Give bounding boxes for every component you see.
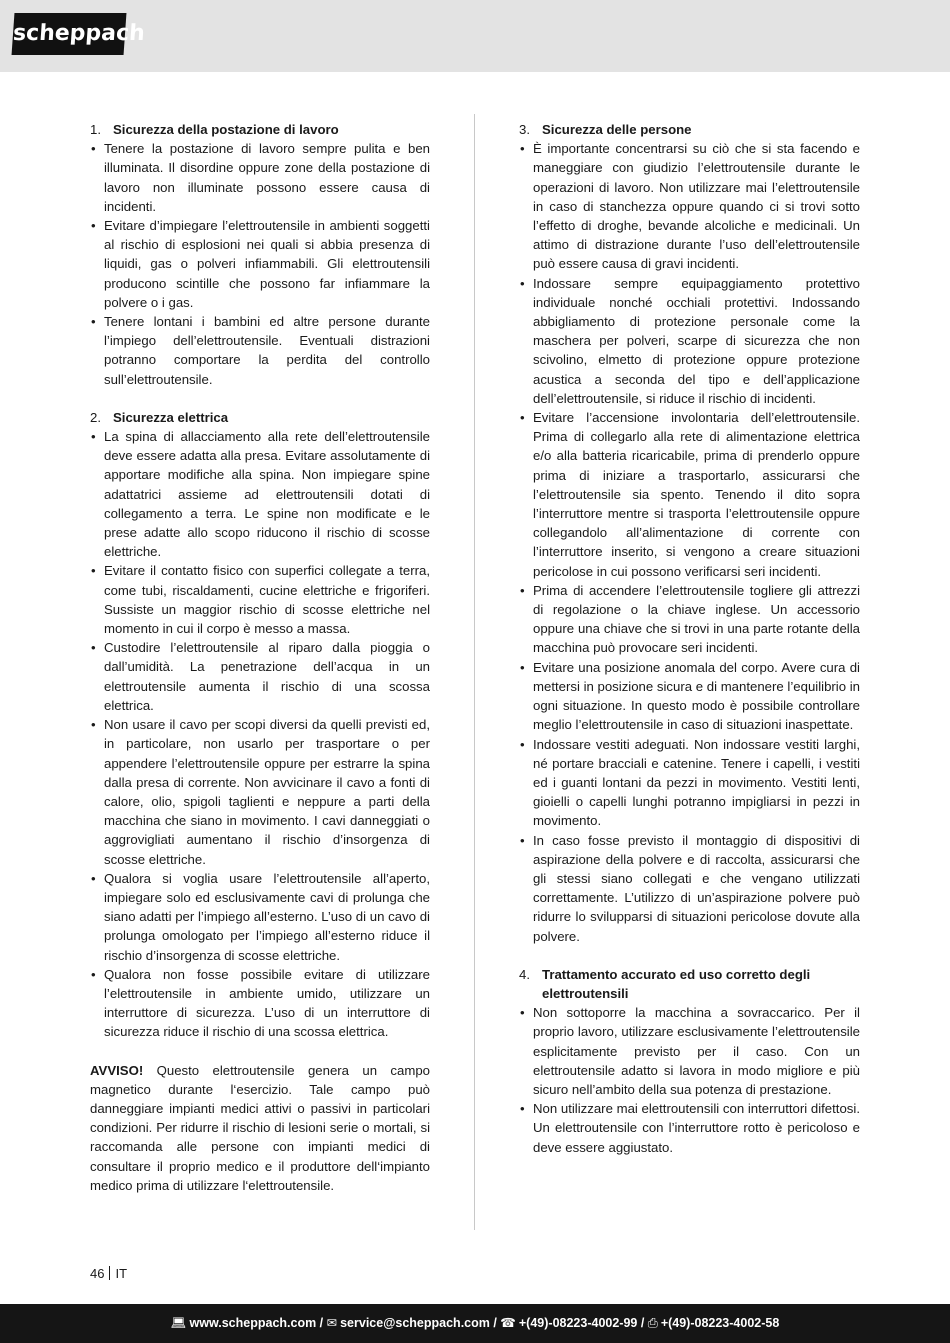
contact-footer: 💻︎ www.scheppach.com / ✉︎ service@scheppach.com / ☎︎ +(49)-08223-4002-99 / ⎙ +(49)-08223-4002-58 [0, 1304, 950, 1343]
envelope-icon: ✉︎ [326, 1316, 338, 1330]
bullet-list [90, 427, 430, 1042]
notice-text: Questo elettroutensile genera un campo magnetico durante l‘esercizio. Tale campo può danneggiare impianti medici attivi o passivi in particolari condizioni. Per ridurre il rischio di lesioni serie o mortali, si raccomanda alle persone con impianti medici di consultare il proprio medico e il produttore dell‘impianto medico prima di utilizzare l‘elettroutensile. [90, 1062, 430, 1193]
list-item: • La spina di allacciamento alla rete dell’elettroutensile deve essere adatta alla presa. Evitare assolutamente di apportare modifiche alla spina. Non impiegare spine adattatrici assieme ad elettroutensili dotati di collegamento a terra. Le spine non modificate e le prese adatte allo scopo riducono il rischio di scosse elettriche. [90, 427, 430, 561]
list-item: • Qualora non fosse possibile evitare di utilizzare l’elettroutensile in ambiente umido, utilizzare un interruttore di sicurezza. L’uso di un interruttore di sicurezza riduce il rischio di una scossa elettrica. [90, 965, 430, 1042]
bullet-list [90, 139, 430, 389]
section-number: 1. [90, 122, 101, 137]
list-item: • Non sottoporre la macchina a sovraccarico. Per il proprio lavoro, utilizzare esclusivamente l’elettroutensile esplicitamente previsto per il caso. Con un elettroutensile adatto si lavora in modo migliore e più sicuro nell’ambito della sua potenza di prestazione. [519, 1003, 860, 1099]
section-title [519, 965, 860, 1003]
page-header [0, 0, 950, 72]
section-heading: Sicurezza delle persone [542, 122, 692, 137]
list-item: • Evitare una posizione anomala del corpo. Avere cura di mettersi in posizione sicura e di mantenere l’equilibrio in ogni situazione. In questo modo è possibile controllare meglio l’elettroutensile in caso di situazioni inaspettate. [519, 658, 860, 735]
phone-icon: ☎︎ [500, 1316, 516, 1330]
section-title [90, 120, 430, 139]
website-link[interactable]: www.scheppach.com [189, 1316, 317, 1330]
section-title [519, 120, 860, 139]
brand-logo: scheppach [12, 13, 127, 55]
list-item: • Evitare d’impiegare l’elettroutensile in ambienti soggetti al rischio di esplosioni nei quali si abbia presenza di liquidi, gas o polveri infiammabili. Gli elettroutensili producono scintille che possono far infiammare la polvere o i gas. [90, 216, 430, 312]
list-item: • Non usare il cavo per scopi diversi da quelli previsti ed, in particolare, non usarlo per trasportare o per appendere l’elettroutensile oppure per estrarre la spina dalla presa di corrente. Non avvicinare il cavo a fonti di calore, olio, spigoli taglienti e neppure a parti della macchina che siano in movimento. I cavi danneggiati o aggrovigliati aumentano il rischio d’insorgenza di scosse elettriche. [90, 715, 430, 869]
list-item: • In caso fosse previsto il montaggio di dispositivi di aspirazione della polvere e di raccolta, assicurarsi che gli stessi siano collegati e che vengano utilizzati correttamente. L’utilizzo di un’aspirazione polvere può ridurre lo svilupparsi di situazioni pericolose dovute alla polvere. [519, 831, 860, 946]
list-item: • È importante concentrarsi su ciò che si sta facendo e maneggiare con giudizio l’elettroutensile durante le operazioni di lavoro. Non utilizzare mai l’elettroutensile in caso di stanchezza oppure quando ci si trovi sotto l’effetto di droghe, bevande alcoliche e medicinali. Un attimo di distrazione durante l’uso dell’elettroutensile può essere causa di gravi incidenti. [519, 139, 860, 273]
language-code: IT [115, 1266, 128, 1281]
list-item: • Tenere la postazione di lavoro sempre pulita e ben illuminata. Il disordine oppure zone della postazione di lavoro non illuminate possono essere causa di incidenti. [90, 139, 430, 216]
page-number-separator [109, 1266, 110, 1280]
list-item: • Prima di accendere l’elettroutensile togliere gli attrezzi di regolazione o la chiave inglese. Un accessorio oppure una chiave che si trovi in una parte rotante della macchina può provocare seri incidenti. [519, 581, 860, 658]
list-item: • Qualora si voglia usare l’elettroutensile all’aperto, impiegare solo ed esclusivamente cavi di prolunga che siano adatti per l’impiego all’esterno. L’uso di un cavo di prolunga omologato per l’impiego all’esterno riduce il rischio d’insorgenza di scosse elettriche. [90, 869, 430, 965]
list-item: • Custodire l’elettroutensile al riparo dalla pioggia o dall’umidità. La penetrazione dell’acqua in un elettroutensile aumenta il rischio di una scossa elettrica. [90, 638, 430, 715]
section-heading: Sicurezza della postazione di lavoro [113, 122, 339, 137]
notice-label: AVVISO! [90, 1062, 144, 1078]
list-item: • Non utilizzare mai elettroutensili con interruttori difettosi. Un elettroutensile con l’interruttore rotto è pericoloso e deve essere aggiustato. [519, 1099, 860, 1157]
list-item: • Tenere lontani i bambini ed altre persone durante l’impiego dell’elettroutensile. Eventuali distrazioni potranno comportare la perdita del controllo sull’elettroutensile. [90, 312, 430, 389]
bullet-list [519, 139, 860, 946]
list-item: • Indossare sempre equipaggiamento protettivo individuale nonché occhiali protettivi. Indossando abbigliamento di protezione personale come la maschera per polveri, scarpe di sicurezza che non scivolino, elmetto di protezione oppure protezione acustica a seconda del tipo e dell’applicazione dell’elettroutensile, si riduce il rischio di incidenti. [519, 274, 860, 408]
left-column [90, 120, 430, 1195]
fax-icon: ⎙ [647, 1316, 658, 1330]
list-item: • Evitare l’accensione involontaria dell’elettroutensile. Prima di collegarlo alla rete di alimentazione elettrica e/o alla batteria ricaricabile, prima di prenderlo oppure prima di iniziare a trasportarlo, assicurarsi che l’elettroutensile sia spento. Tenendo il dito sopra l’interruttore mentre si trasporta l’elettroutensile oppure collegandolo all’alimentazione di corrente con l’interruttore inserito, si vengono a creare situazioni pericolose in cui possono verificarsi seri incidenti. [519, 408, 860, 581]
fax-number: +(49)-08223-4002-58 [660, 1316, 780, 1330]
computer-icon: 💻︎ [170, 1316, 187, 1330]
page-number [90, 1265, 127, 1283]
list-item: • Indossare vestiti adeguati. Non indossare vestiti larghi, né portare bracciali e catenine. Tenere i capelli, i vestiti ed i guanti lontani da pezzi in movimento. Vestiti lenti, gioielli o capelli lunghi potranno impigliarsi in pezzi in movimento. [519, 735, 860, 831]
section-heading: Trattamento accurato ed uso corretto degli elettroutensili [542, 966, 811, 1001]
section-number: 3. [519, 122, 530, 137]
section-heading: Sicurezza elettrica [113, 409, 229, 425]
notice-paragraph [90, 1061, 430, 1195]
page-number-value: 46 [90, 1266, 105, 1281]
bullet-list [519, 1003, 860, 1157]
column-divider [474, 114, 475, 1230]
right-column [519, 120, 860, 1157]
phone-number: +(49)-08223-4002-99 [518, 1316, 638, 1330]
section-title [90, 408, 430, 427]
section-number: 2. [90, 409, 101, 425]
list-item: • Evitare il contatto fisico con superfici collegate a terra, come tubi, riscaldamenti, cucine elettriche e frigoriferi. Sussiste un maggior rischio di scosse elettriche nel momento in cui il corpo è messo a massa. [90, 561, 430, 638]
section-number: 4. [519, 966, 530, 982]
email-link[interactable]: service@scheppach.com [340, 1316, 490, 1330]
